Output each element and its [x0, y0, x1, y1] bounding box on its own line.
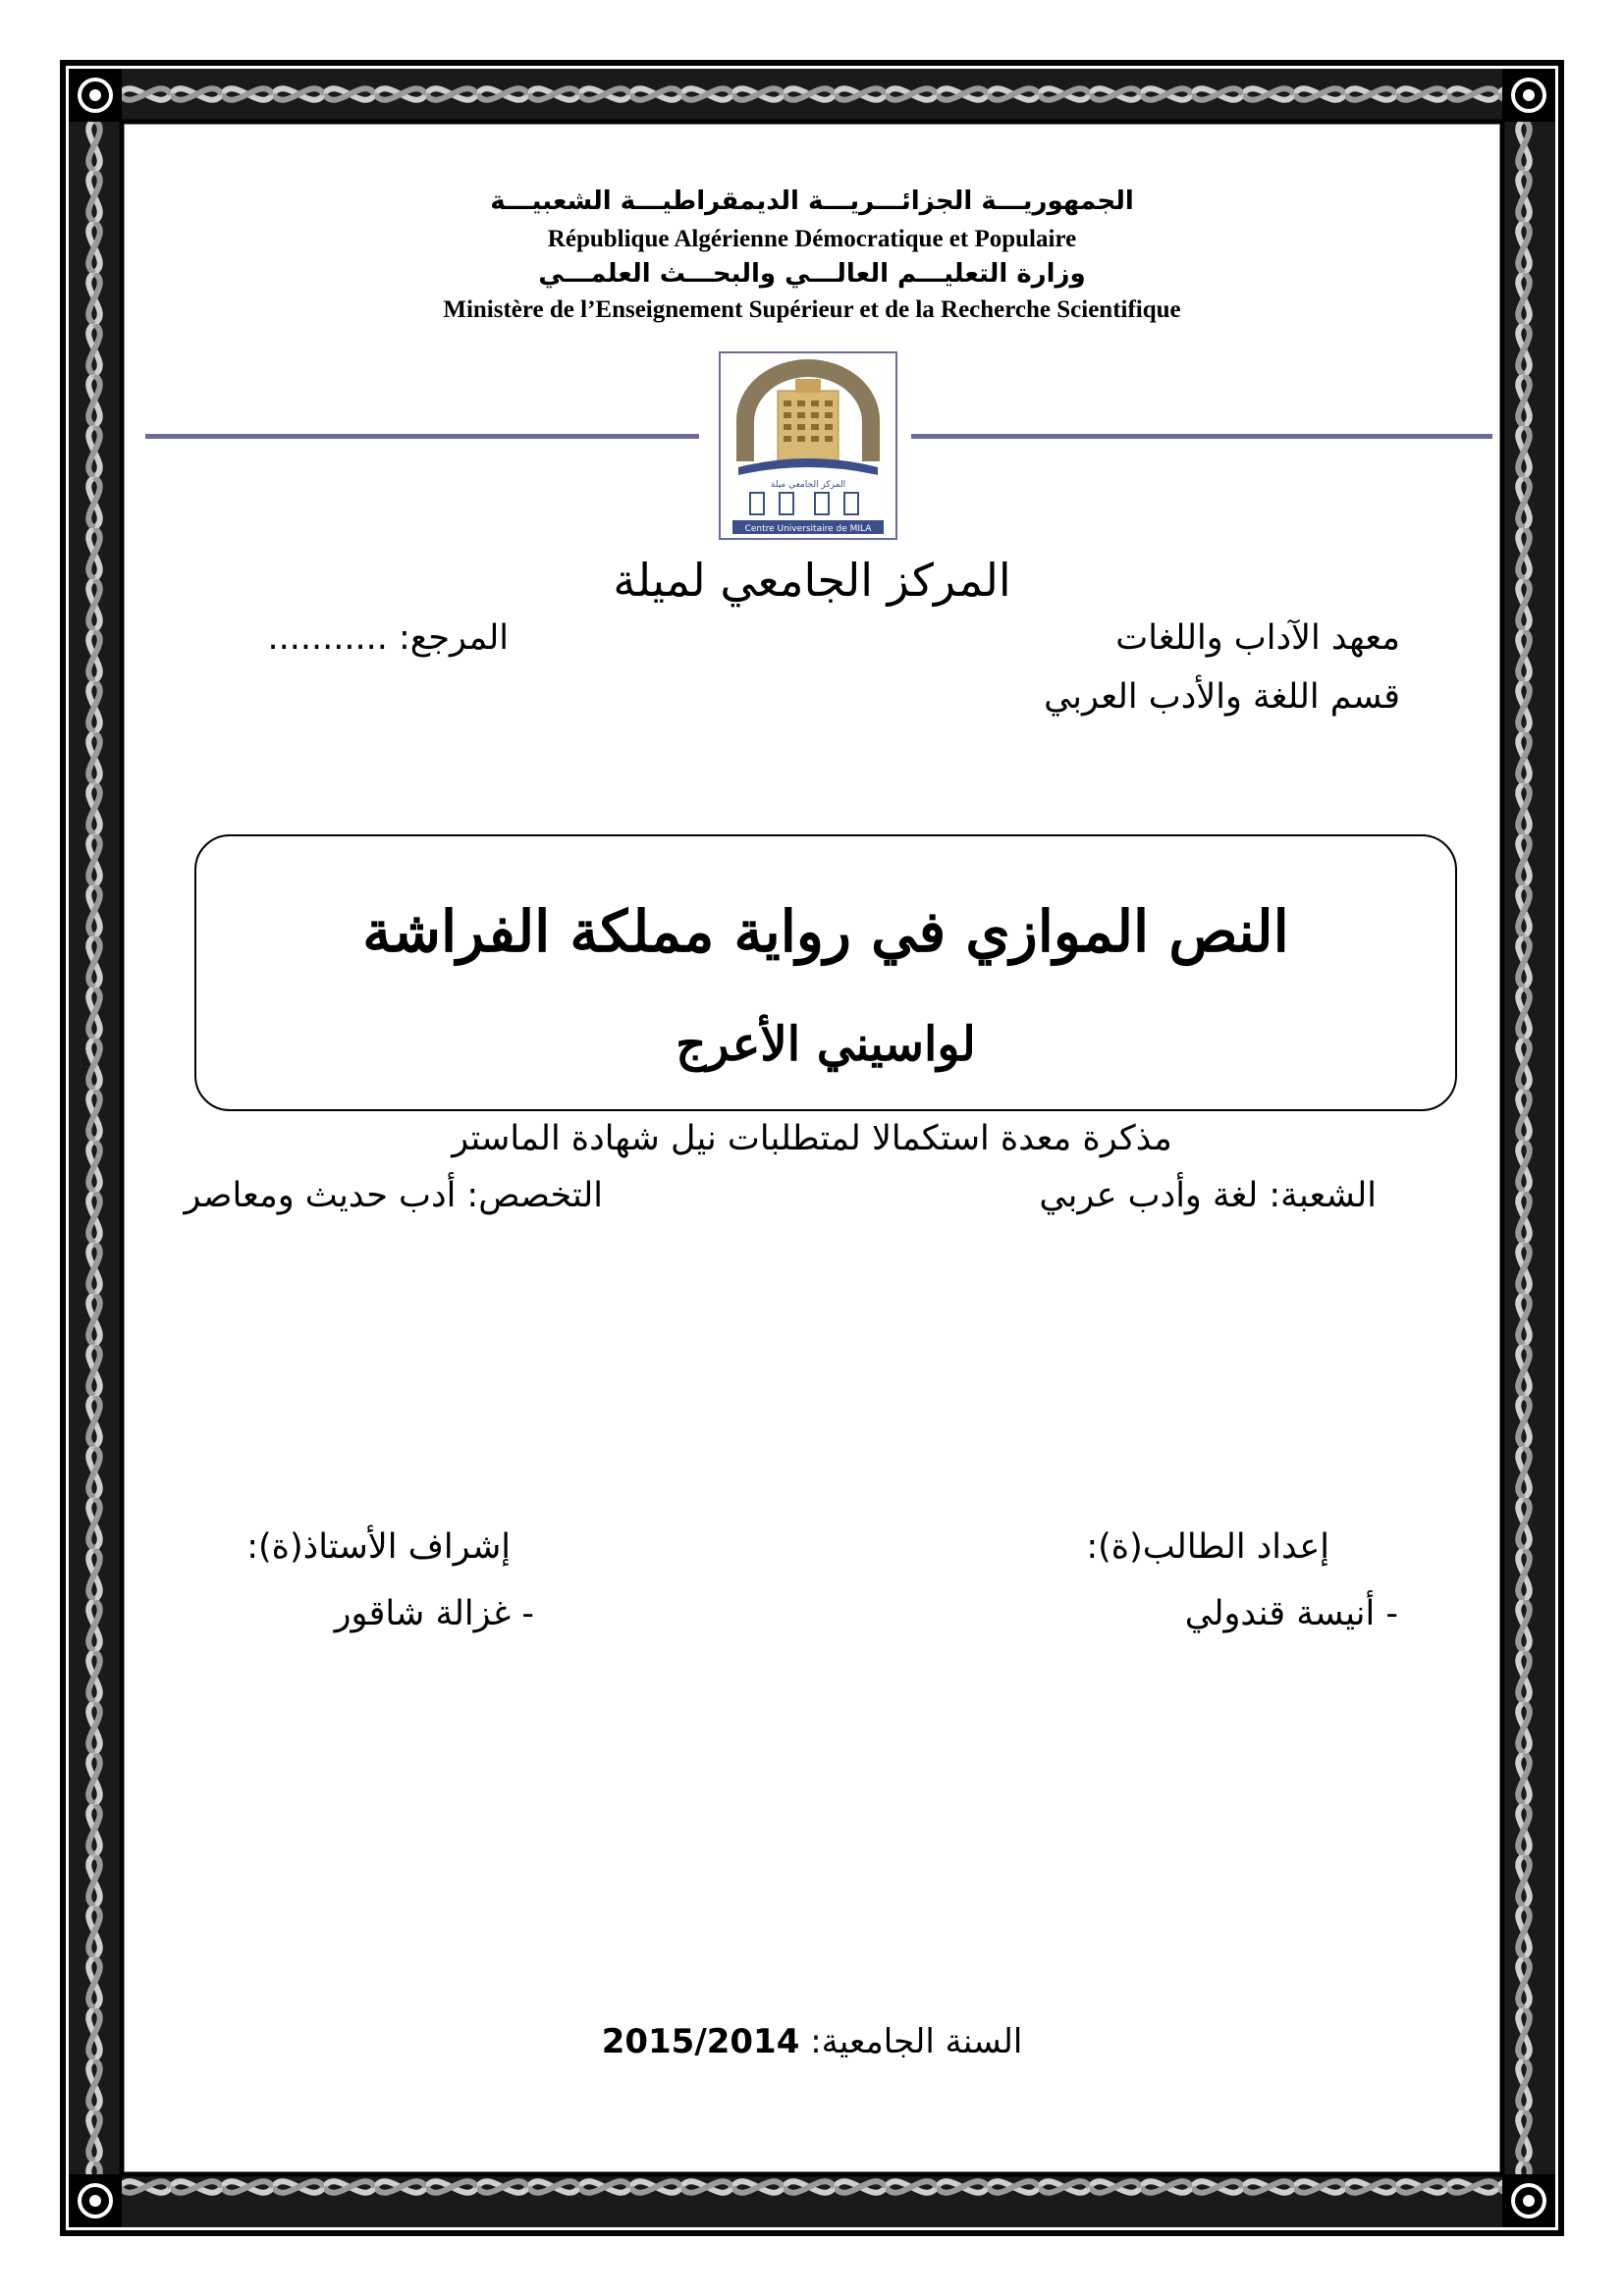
- corner-ornament: [69, 69, 122, 122]
- academic-year: [0, 2022, 1624, 2061]
- student-label: إعداد الطالب(ة):: [1086, 1527, 1329, 1567]
- ministry-arabic: وزارة التعليـــم العالـــي والبحـــث العلمـــي: [538, 259, 1086, 289]
- department-name: قسم اللغة والأدب العربي: [1044, 677, 1400, 717]
- supervisor-label: إشراف الأستاذ(ة):: [246, 1527, 511, 1567]
- academic-year-value: 2015/2014: [601, 2022, 800, 2061]
- branch-field: الشعبة: لغة وأدب عربي: [1039, 1176, 1377, 1215]
- supervisor-name: - غزالة شاقور: [334, 1594, 534, 1633]
- right-divider-rule: [911, 434, 1492, 439]
- student-name: - أنيسة قندولي: [1184, 1594, 1398, 1633]
- academic-year-label: السنة الجامعية:: [810, 2022, 1023, 2061]
- thesis-description: مذكرة معدة استكمالا لمتطلبات نيل شهادة الماستر: [452, 1119, 1172, 1158]
- logo-arch-label: المركز الجامعي ميلة: [770, 480, 846, 490]
- university-logo: [719, 351, 897, 540]
- corner-ornament: [1502, 69, 1555, 122]
- logo-caption: Centre Universitaire de MILA: [744, 524, 872, 534]
- institute-name: معهد الآداب واللغات: [1115, 618, 1400, 658]
- left-divider-rule: [145, 434, 699, 439]
- specialty-field: التخصص: أدب حديث ومعاصر: [184, 1176, 603, 1215]
- thesis-subtitle-author: لواسيني الأعرج: [676, 1017, 976, 1072]
- reference-field: المرجع: ...........: [267, 618, 509, 658]
- ministry-french: Ministère de l’Enseignement Supérieur et de la Recherche Scientifique: [443, 296, 1181, 323]
- university-center-name: المركز الجامعي لميلة: [613, 554, 1011, 607]
- corner-ornament: [69, 2174, 122, 2227]
- university-logo-graphic: [719, 351, 897, 540]
- thesis-main-title: النص الموازي في رواية مملكة الفراشة: [362, 898, 1289, 965]
- corner-ornament: [1502, 2174, 1555, 2227]
- republic-french: République Algérienne Démocratique et Populaire: [547, 226, 1077, 252]
- republic-arabic: الجمهوريـــة الجزائـــريـــة الديمقراطيـــة الشعبيـــة: [490, 187, 1134, 216]
